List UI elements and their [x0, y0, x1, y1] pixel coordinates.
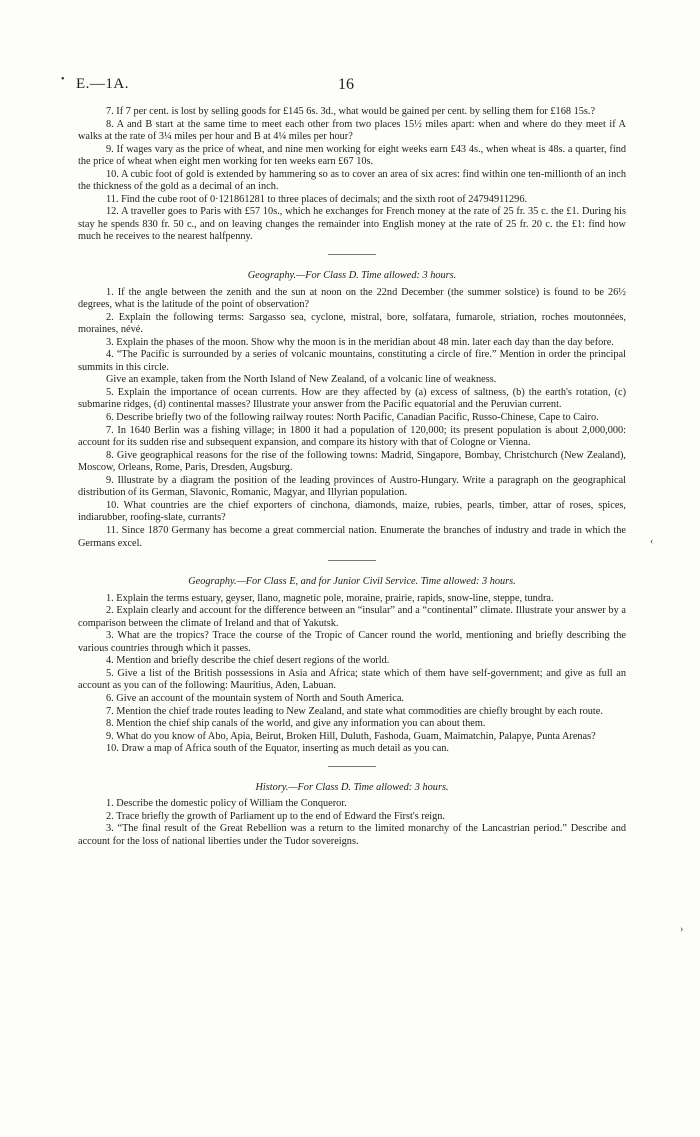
margin-mark: › [680, 924, 684, 935]
question: 3. What are the tropics? Trace the course of the Tropic of Cancer round the world, mentioning and briefly describing the various countries through which it passes. [78, 630, 626, 654]
question: 2. Explain clearly and account for the difference between an “insular” and a “continental” climate. Illustrate your answer by a comparison between the climate of Ireland and that of Yakutsk. [78, 605, 626, 629]
question: 1. Explain the terms estuary, geyser, llano, magnetic pole, moraine, prairie, rapids, snow-line, steppe, tundra. [106, 592, 554, 604]
question: 3. “The final result of the Great Rebellion was a return to the limited monarchy of the Lancastrian period.” Describe and account for the loss of national liberties under the Tudor sovereigns. [78, 823, 626, 847]
question: 6. Describe briefly two of the following railway routes: North Pacific, Canadian Pacific, Russo-Chinese, Cape to Cairo. [106, 412, 599, 424]
question: 4. “The Pacific is surrounded by a series of volcanic mountains, constituting a circle of fire.” Mention in order the principal summits in this circle. [78, 349, 626, 373]
exam-content [78, 106, 626, 848]
section-title: Geography.—For Class D. Time allowed: 3 hours. [247, 270, 457, 282]
question: 9. If wages vary as the price of wheat, and nine men working for eight weeks earn £43 4s., when wheat is 48s. a quarter, find the price of wheat when eight men working for ten weeks earn £67 10s. [78, 143, 626, 168]
question: 4. Mention and briefly describe the chief desert regions of the world. [106, 655, 390, 667]
question: 9. What do you know of Abo, Apia, Beirut, Broken Hill, Duluth, Fashoda, Guam, Maimatchin, Palapye, Punta Arenas? [106, 730, 596, 742]
question: 7. In 1640 Berlin was a fishing village; in 1800 it had a population of 120,000; its present population is about 2,000,000: account for its sudden rise and subsequent expansion, and compare its history with that of Cologne or Vienna. [78, 424, 626, 449]
question: 6. Give an account of the mountain system of North and South America. [106, 692, 404, 704]
document-reference: E.—1A. [76, 76, 129, 92]
question: 10. Draw a map of Africa south of the Equator, inserting as much detail as you can. [106, 743, 450, 755]
question: 8. Mention the chief ship canals of the world, and give any information you can about them. [106, 718, 486, 730]
section-divider [328, 254, 376, 255]
geography-e-section [78, 576, 626, 756]
page-number: 16 [338, 76, 354, 93]
page-header [40, 76, 660, 98]
question: 10. What countries are the chief exporters of cinchona, diamonds, maize, rubies, pearls, timber, attar of roses, spices, indiarubber, roofing-slate, currants? [78, 499, 626, 524]
question: 2. Trace briefly the growth of Parliament up to the end of Edward the First's reign. [106, 810, 446, 822]
arithmetic-section [78, 106, 626, 244]
question: 12. A traveller goes to Paris with £57 10s., which he exchanges for French money at the rate of 25 fr. 35 c. the £1. During his stay he spends 830 fr. 50 c., and on leaving changes the remainder into English money at the rate of 25 fr. 20 c. the £1: find how much he receives to the nearest halfpenny. [78, 206, 626, 243]
section-title: Geography.—For Class E, and for Junior Civil Service. Time allowed: 3 hours. [188, 576, 516, 588]
question: 11. Since 1870 Germany has become a great commercial nation. Enumerate the branches of industry and trade in which the Germans excel. [78, 524, 626, 549]
history-d-section [78, 782, 626, 849]
question: Give an example, taken from the North Island of New Zealand, of a volcanic line of weakness. [106, 374, 497, 386]
geography-d-section [78, 270, 626, 550]
question: 7. If 7 per cent. is lost by selling goods for £145 6s. 3d., what would be gained per cent. by selling them for £168 15s.? [106, 106, 596, 117]
question: 3. Explain the phases of the moon. Show why the moon is in the meridian about 48 min. later each day than the day before. [106, 336, 614, 348]
question: 2. Explain the following terms: Sargasso sea, cyclone, mistral, bore, solfatara, fumarole, striation, roches moutonnées, moraines, névé. [78, 311, 626, 336]
question: 1. Describe the domestic policy of William the Conqueror. [106, 798, 347, 810]
margin-mark: ‹ [650, 536, 654, 547]
question: 10. A cubic foot of gold is extended by hammering so as to cover an area of six acres: find within one ten-millionth of an inch the thickness of the gold as a decimal of an inch. [78, 168, 626, 193]
question: 5. Explain the importance of ocean currents. How are they affected by (a) excess of saltness, (b) the earth's rotation, (c) submarine ridges, (d) continental masses? Illustrate your answer from the Pacific equatorial and the Peruvian current. [78, 386, 626, 411]
question: 11. Find the cube root of 0·121861281 to three places of decimals; and the sixth root of 24794911296. [106, 193, 528, 205]
section-divider [328, 766, 376, 767]
question: 7. Mention the chief trade routes leading to New Zealand, and state what commodities are chiefly brought by each route. [106, 705, 603, 717]
margin-bullet: • [61, 74, 65, 85]
section-title: History.—For Class D. Time allowed: 3 hours. [255, 781, 449, 793]
question: 1. If the angle between the zenith and the sun at noon on the 22nd December (the summer solstice) is found to be 26½ degrees, what is the latitude of the point of observation? [78, 286, 626, 311]
section-divider [328, 560, 376, 561]
question: 5. Give a list of the British possessions in Asia and Africa; state which of them have self-government; and give as full an account as you can of the following: Mauritius, Aden, Labuan. [78, 667, 626, 692]
question: 8. A and B start at the same time to meet each other from two places 15½ miles apart: when and where do they meet if A walks at the rate of 3¼ miles per hour and B at 4¼ miles per hour? [78, 118, 626, 143]
question: 9. Illustrate by a diagram the position of the leading provinces of Austro-Hungary. Write a paragraph on the geographical distribution of its German, Slavonic, Romanic, Magyar, and Illyrian population. [78, 474, 626, 499]
question: 8. Give geographical reasons for the rise of the following towns: Madrid, Singapore, Bombay, Christchurch (New Zealand), Moscow, Orleans, Rome, Paris, Dresden, Augsburg. [78, 449, 626, 474]
